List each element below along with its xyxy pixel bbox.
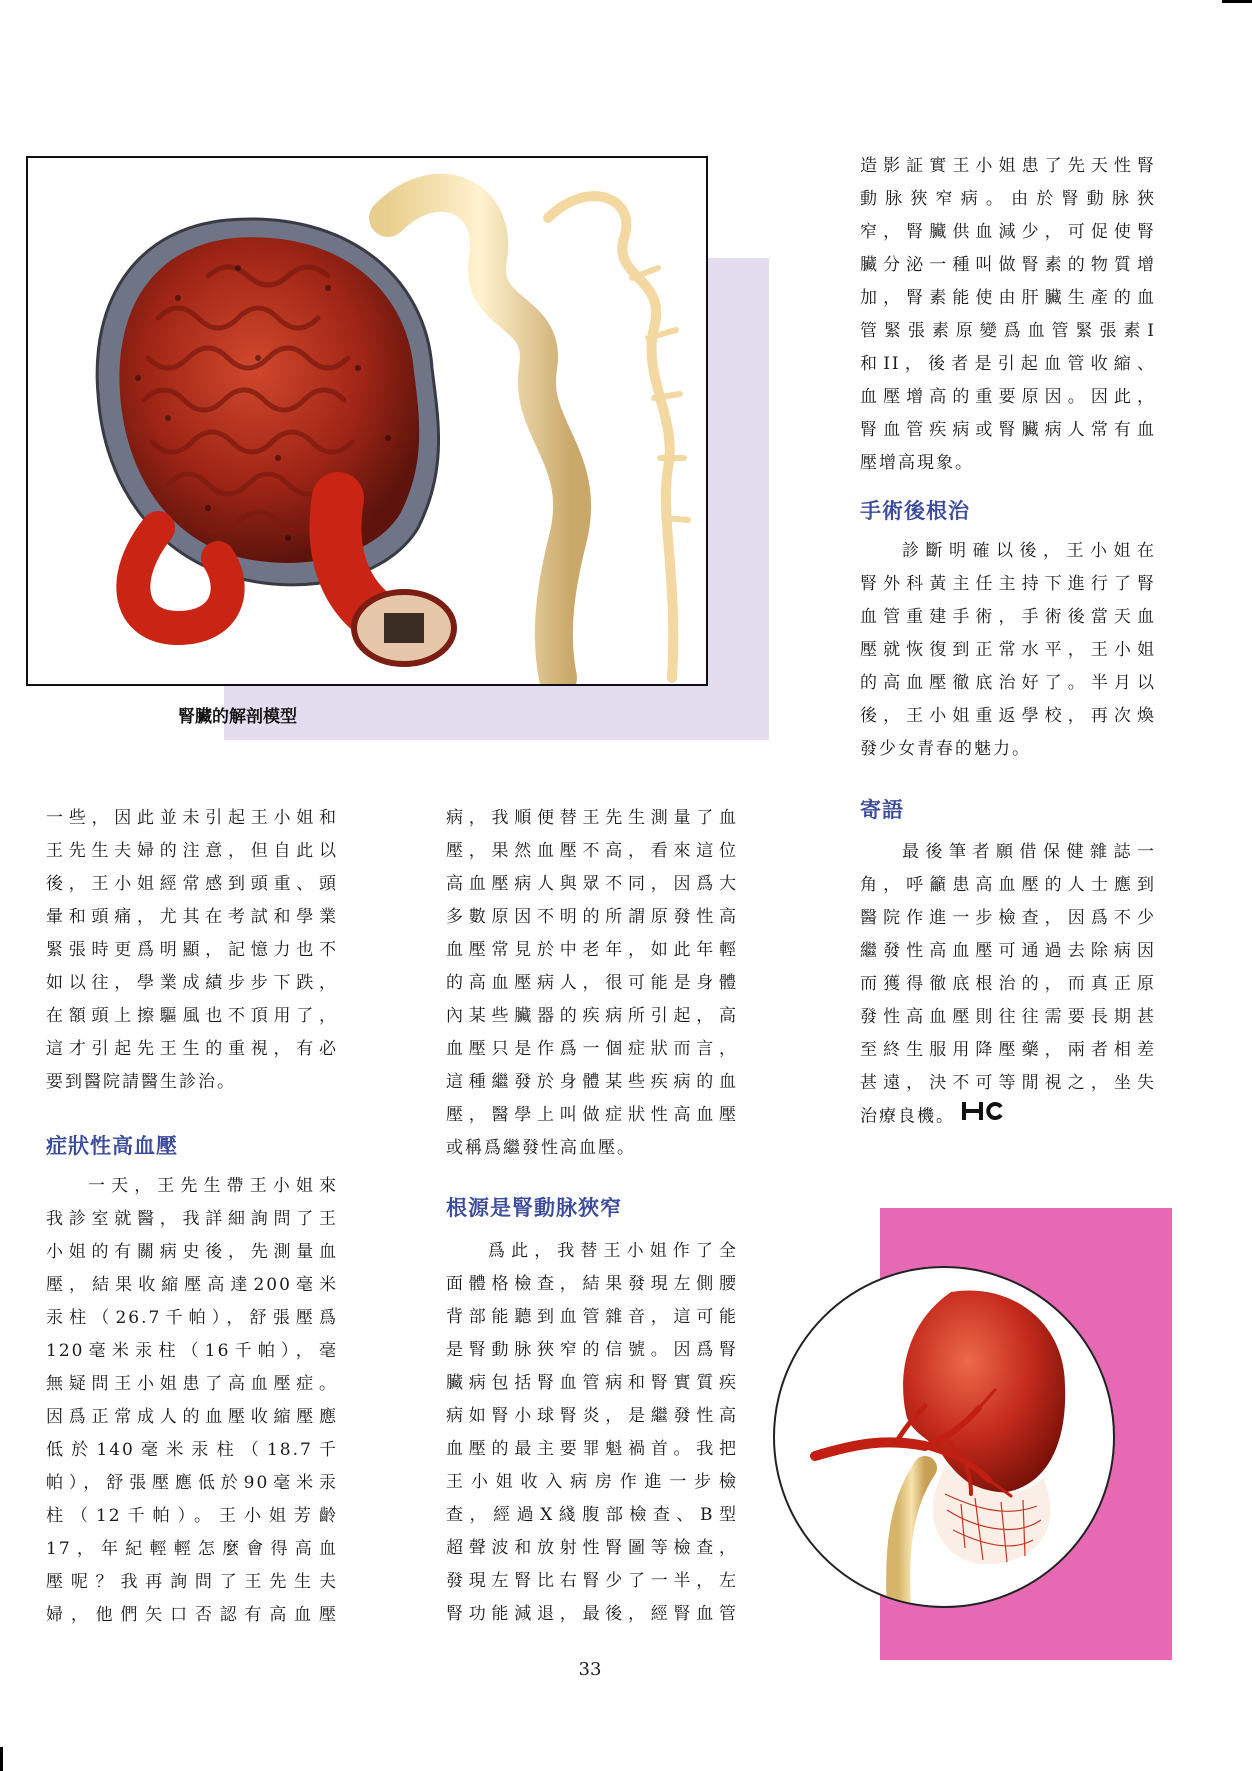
text-line: 柱（12千帕）。王小姐芳齡 [46,1506,338,1526]
text-line: 至終生服用降壓藥，兩者相差 [860,1040,1156,1060]
kidney-artery-figure [773,1266,1115,1608]
text-line: 血管重建手術，手術後當天血 [860,607,1156,627]
kidney-artery-illustration [775,1268,1113,1606]
text-line: 汞柱（26.7千帕），舒張壓爲 [46,1308,338,1328]
text-line: 發性高血壓則往往需要長期甚 [860,1007,1156,1027]
text-line: 內某些臟器的疾病所引起，高 [446,1006,738,1026]
figure-caption: 腎臟的解剖模型 [178,707,297,727]
text-line: 診斷明確以後，王小姐在 [902,541,1156,561]
text-line: 的高血壓徹底治好了。半月以 [860,673,1156,693]
right-column-intro [860,150,1156,480]
text-line: 在額頭上擦驅風也不頂用了， [46,1006,338,1026]
text-line: 造影証實王小姐患了先天性腎 [860,156,1156,176]
section-heading-symptomatic-hypertension: 症狀性高血壓 [46,1134,178,1158]
page-number: 33 [578,1659,602,1680]
middle-column-intro [446,802,738,1165]
text-line: 腎功能減退，最後，經腎血管 [446,1604,738,1624]
text-line: 高血壓病人與眾不同，因爲大 [446,874,738,894]
crop-mark-top-right [1222,0,1252,3]
text-line: 婦，他們矢口否認有高血壓 [46,1605,338,1625]
text-line-last [860,1100,1156,1133]
text-line: 這種繼發於身體某些疾病的血 [446,1072,738,1092]
hc-end-mark-logo [961,1100,1007,1134]
text-line: 腎血管疾病或腎臟病人常有血 [860,420,1156,440]
text-line: 一些，因此並未引起王小姐和 [46,808,338,828]
text-line: 血壓只是作爲一個症狀而言， [446,1039,738,1059]
text-line: 的高血壓病人，很可能是身體 [446,973,738,993]
text-line: 醫院作進一步檢查，因爲不少 [860,908,1156,928]
text-line: 發少女青春的魅力。 [860,739,1031,759]
text-line: 而獲得徹底根治的，而真正原 [860,974,1156,994]
text-line: 管緊張素原變爲血管緊張素I [860,321,1156,341]
left-column-intro [46,802,338,1099]
text-line: 小姐的有關病史後，先測量血 [46,1242,338,1262]
text-line: 腎外科黃主任主持下進行了腎 [860,574,1156,594]
text-line: 動脉狹窄病。由於腎動脉狹 [860,189,1156,209]
text-line: 後，王小姐重返學校，再次煥 [860,706,1156,726]
text-line: 一天，王先生帶王小姐來 [88,1176,338,1196]
text-line: 加，腎素能使由肝臟生產的血 [860,288,1156,308]
text-line: 最後筆者願借保健雜誌一 [902,842,1156,862]
kidney-model-figure [26,156,708,686]
text-line: 治療良機。 [860,1106,955,1127]
text-line: 發現左腎比右腎少了一半，左 [446,1571,738,1591]
text-line: 爲此，我替王小姐作了全 [488,1241,738,1261]
text-line: 低於140毫米汞柱（18.7千 [46,1440,338,1460]
text-line: 血壓的最主要罪魁禍首。我把 [446,1439,738,1459]
text-line: 我診室就醫，我詳細詢問了王 [46,1209,338,1229]
text-line: 如以往，學業成績步步下跌， [46,973,338,993]
text-line: 臟病包括腎血管病和腎實質疾 [446,1373,738,1393]
text-line: 血壓增高的重要原因。因此， [860,387,1156,407]
text-line: 臟分泌一種叫做腎素的物質增 [860,255,1156,275]
hc-end-mark-text [1007,1100,1008,1101]
kidney-model-illustration [28,158,706,684]
text-line: 壓就恢復到正常水平，王小姐 [860,640,1156,660]
text-line: 查，經過X綫腹部檢查、B型 [446,1505,738,1525]
text-line: 暈和頭痛，尤其在考試和學業 [46,907,338,927]
text-line: 壓，果然血壓不高，看來這位 [446,841,738,861]
text-line: 病如腎小球腎炎，是繼發性高 [446,1406,738,1426]
text-line: 甚遠，決不可等閒視之，坐失 [860,1073,1156,1093]
text-line: 無疑問王小姐患了高血壓症。 [46,1374,338,1394]
text-line: 王先生夫婦的注意，但自此以 [46,841,338,861]
text-line: 是腎動脉狹窄的信號。因爲腎 [446,1340,738,1360]
text-line: 背部能聽到血管雜音，這可能 [446,1307,738,1327]
text-line: 角，呼籲患高血壓的人士應到 [860,875,1156,895]
text-line: 後，王小姐經常感到頭重、頭 [46,874,338,894]
text-line: 120毫米汞柱（16千帕），毫 [46,1341,338,1361]
text-line: 帕），舒張壓應低於90毫米汞 [46,1473,338,1493]
text-line: 壓，醫學上叫做症狀性高血壓 [446,1105,738,1125]
text-line: 或稱爲繼發性高血壓。 [446,1138,636,1158]
text-line: 面體格檢查，結果發現左側腰 [446,1274,738,1294]
text-line: 超聲波和放射性腎圖等檢查， [446,1538,738,1558]
section-heading-renal-artery-stenosis: 根源是腎動脉狹窄 [446,1196,622,1220]
text-line: 繼發性高血壓可通過去除病因 [860,941,1156,961]
left-column-section [46,1170,338,1632]
text-line: 壓呢？我再詢問了王先生夫 [46,1572,338,1592]
text-line: 窄，腎臟供血減少，可促使腎 [860,222,1156,242]
section-heading-closing-message: 寄語 [860,798,904,822]
text-line: 緊張時更爲明顯，記憶力也不 [46,940,338,960]
right-column-section-2 [860,836,1156,1133]
text-line: 17，年紀輕輕怎麼會得高血 [46,1539,338,1559]
text-line: 壓，結果收縮壓高達200毫米 [46,1275,338,1295]
crop-mark-bottom-left [0,1747,3,1771]
middle-column-section [446,1235,738,1631]
text-line: 要到醫院請醫生診治。 [46,1072,236,1092]
ureter-tube [898,1468,925,1606]
text-line: 這才引起先王生的重視，有必 [46,1039,338,1059]
text-line: 因爲正常成人的血壓收縮壓應 [46,1407,338,1427]
text-line: 和II，後者是引起血管收縮、 [860,354,1156,374]
text-line: 病，我順便替王先生測量了血 [446,808,738,828]
text-line: 壓增高現象。 [860,453,974,473]
text-line: 王小姐收入病房作進一步檢 [446,1472,738,1492]
text-line: 多數原因不明的所謂原發性高 [446,907,738,927]
section-heading-post-surgery-cure: 手術後根治 [860,499,970,523]
text-line: 血壓常見於中老年，如此年輕 [446,940,738,960]
right-column-section-1 [860,535,1156,766]
